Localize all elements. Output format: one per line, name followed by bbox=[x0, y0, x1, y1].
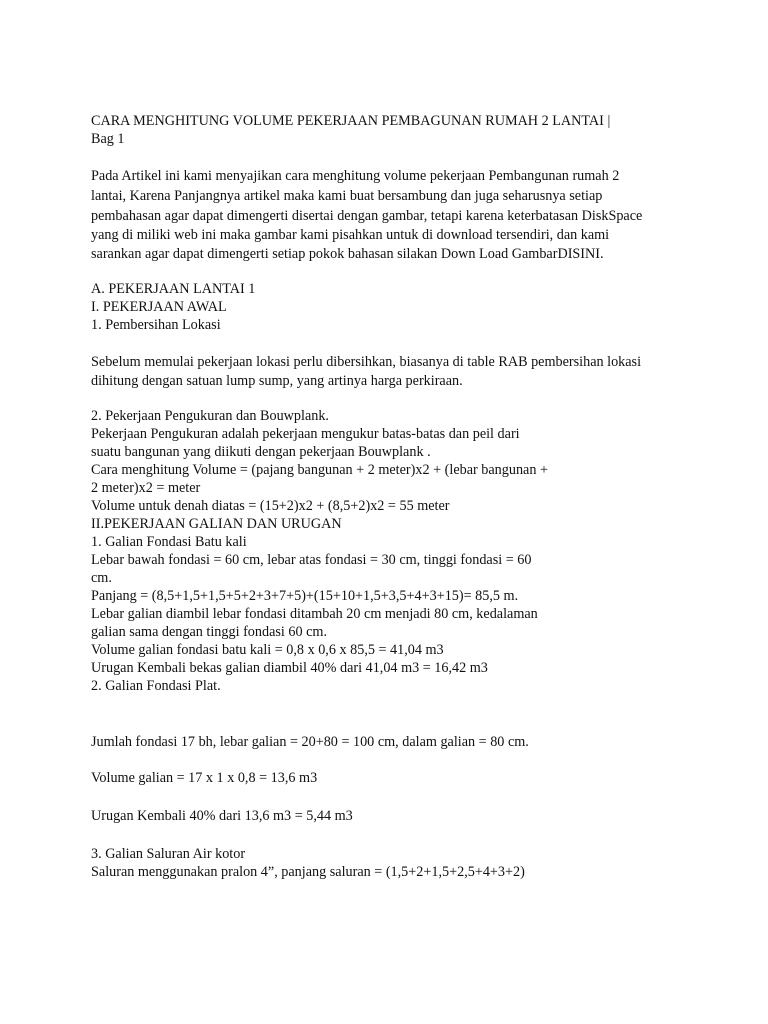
item-heading: 3. Galian Saluran Air kotor bbox=[91, 846, 246, 862]
body-line: cm. bbox=[91, 570, 112, 586]
intro-line: Pada Artikel ini kami menyajikan cara menghitung volume pekerjaan Pembangunan rumah 2 bbox=[91, 168, 620, 184]
intro-line: yang di miliki web ini maka gambar kami pisahkan untuk di download tersendiri, dan kami bbox=[91, 227, 610, 243]
document-title-continued: Bag 1 bbox=[91, 131, 125, 147]
body-line: Pekerjaan Pengukuran adalah pekerjaan mengukur batas-batas dan peil dari bbox=[91, 426, 520, 442]
body-line: Lebar bawah fondasi = 60 cm, lebar atas fondasi = 30 cm, tinggi fondasi = 60 bbox=[91, 552, 532, 568]
body-line: 2 meter)x2 = meter bbox=[91, 480, 201, 496]
body-line: Jumlah fondasi 17 bh, lebar galian = 20+80 = 100 cm, dalam galian = 80 cm. bbox=[91, 734, 529, 750]
intro-line: pembahasan agar dapat dimengerti disertai dengan gambar, tetapi karena keterbatasan DiskSpace bbox=[91, 208, 643, 224]
section-heading: A. PEKERJAAN LANTAI 1 bbox=[91, 281, 256, 297]
intro-line: sarankan agar dapat dimengerti setiap pokok bahasan silakan Down Load GambarDISINI. bbox=[91, 246, 604, 262]
body-line: Volume galian = 17 x 1 x 0,8 = 13,6 m3 bbox=[91, 770, 318, 786]
body-line: suatu bangunan yang diikuti dengan pekerjaan Bouwplank . bbox=[91, 444, 431, 460]
item-heading: 1. Pembersihan Lokasi bbox=[91, 317, 221, 333]
item-heading: 2. Galian Fondasi Plat. bbox=[91, 678, 221, 694]
body-line: Panjang = (8,5+1,5+1,5+5+2+3+7+5)+(15+10+1,5+3,5+4+3+15)= 85,5 m. bbox=[91, 588, 519, 604]
body-line: Urugan Kembali bekas galian diambil 40% dari 41,04 m3 = 16,42 m3 bbox=[91, 660, 488, 676]
subsection-heading: I. PEKERJAAN AWAL bbox=[91, 299, 227, 315]
subsection-heading: II.PEKERJAAN GALIAN DAN URUGAN bbox=[91, 516, 342, 532]
body-line: Lebar galian diambil lebar fondasi ditambah 20 cm menjadi 80 cm, kedalaman bbox=[91, 606, 538, 622]
body-line: Urugan Kembali 40% dari 13,6 m3 = 5,44 m3 bbox=[91, 808, 353, 824]
body-line: Saluran menggunakan pralon 4”, panjang saluran = (1,5+2+1,5+2,5+4+3+2) bbox=[91, 864, 525, 880]
body-line: Cara menghitung Volume = (pajang bangunan + 2 meter)x2 + (lebar bangunan + bbox=[91, 462, 548, 478]
body-line: dihitung dengan satuan lump sump, yang artinya harga perkiraan. bbox=[91, 373, 463, 389]
body-line: Sebelum memulai pekerjaan lokasi perlu dibersihkan, biasanya di table RAB pembersihan lokasi bbox=[91, 354, 642, 370]
item-heading: 1. Galian Fondasi Batu kali bbox=[91, 534, 247, 550]
body-line: galian sama dengan tinggi fondasi 60 cm. bbox=[91, 624, 328, 640]
document-title: CARA MENGHITUNG VOLUME PEKERJAAN PEMBAGUNAN RUMAH 2 LANTAI | bbox=[91, 113, 611, 129]
item-heading: 2. Pekerjaan Pengukuran dan Bouwplank. bbox=[91, 408, 329, 424]
intro-line: lantai, Karena Panjangnya artikel maka kami buat bersambung dan juga seharusnya setiap bbox=[91, 188, 603, 204]
body-line: Volume untuk denah diatas = (15+2)x2 + (8,5+2)x2 = 55 meter bbox=[91, 498, 450, 514]
body-line: Volume galian fondasi batu kali = 0,8 x 0,6 x 85,5 = 41,04 m3 bbox=[91, 642, 444, 658]
